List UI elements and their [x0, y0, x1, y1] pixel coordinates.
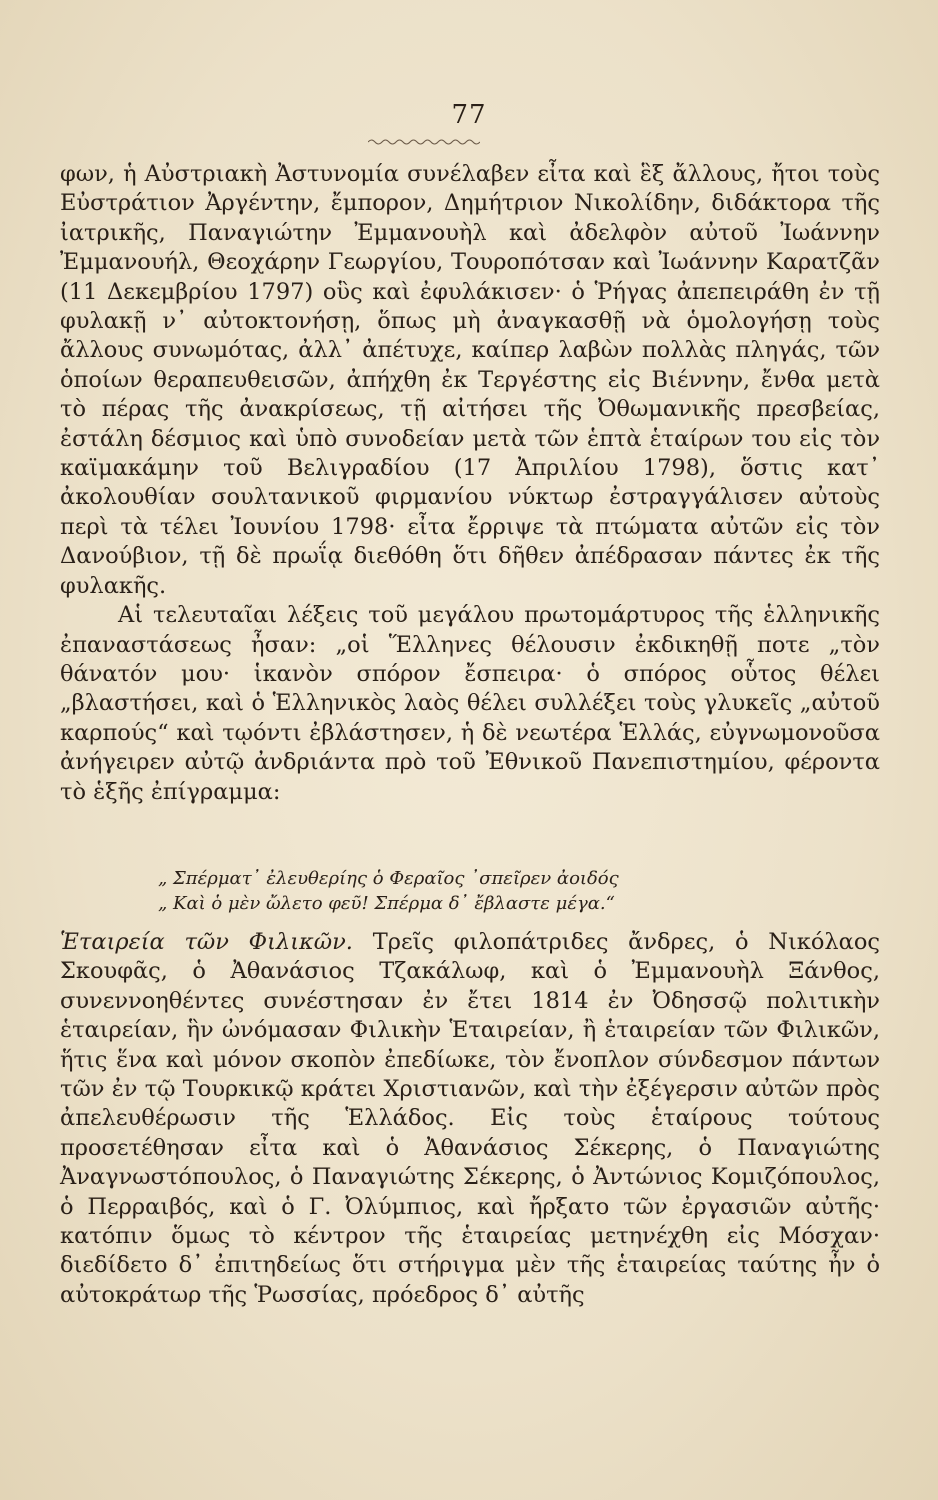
paragraph-2: Αἱ τελευταῖαι λέξεις τοῦ μεγάλου πρωτομάρτυρος τῆς ἑλληνικῆς ἐπαναστάσεως ἦσαν: „οἱ Ἕλληνες θέλουσιν ἐκδικηθῇ ποτε „τὸν θάνατόν μου· ἱκανὸν σπόρον ἔσπειρα· ὁ σπόρος οὗτος θέλει „βλαστήσει, καὶ ὁ Ἑλληνικὸς λαὸς θέλει συλλέξει τοὺς γλυκεῖς „αὐτοῦ καρπούς“ καὶ τῳόντι ἐβλάστησεν, ἡ δὲ νεωτέρα Ἑλλάς, εὐγνωμονοῦσα ἀνήγειρεν αὐτῷ ἀνδριάντα πρὸ τοῦ Ἐθνικοῦ Πανεπιστημίου, φέροντα τὸ ἑξῆς ἐπίγραμμα:	[60, 602, 880, 805]
paragraph-1: φων, ἡ Αὐστριακὴ Ἀστυνομία συνέλαβεν εἶτα καὶ ἓξ ἄλλους, ἤτοι τοὺς Εὐστράτιον Ἀργέντην, ἔμπορον, Δημήτριον Νικολίδην, διδάκτορα τῆς ἰατρικῆς, Παναγιώτην Ἐμμανουὴλ καὶ ἀδελφὸν αὐτοῦ Ἰωάννην Ἐμμανουήλ, Θεοχάρην Γεωργίου, Τουροπότσαν καὶ Ἰωάννην Καρατζᾶν (11 Δεκεμβρίου 1797) οὓς καὶ ἐφυλάκισεν· ὁ Ῥήγας ἀπεπειράθη ἐν τῇ φυλακῇ ν᾿ αὐτοκτονήσῃ, ὅπως μὴ ἀναγκασθῇ νὰ ὁμολογήσῃ τοὺς ἄλλους συνωμότας, ἀλλ᾿ ἀπέτυχε, καίπερ λαβὼν πολλὰς πληγάς, τῶν ὁποίων θεραπευθεισῶν, ἀπήχθη ἐκ Τεργέστης εἰς Βιέννην, ἔνθα μετὰ τὸ πέρας τῆς ἀνακρίσεως, τῇ αἰτήσει τῆς Ὀθωμανικῆς πρεσβείας, ἐστάλη δέσμιος καὶ ὑπὸ συνοδείαν μετὰ τῶν ἑπτὰ ἑταίρων του εἰς τὸν καϊμακάμην τοῦ Βελιγραδίου (17 Ἀπριλίου 1798), ὅστις κατ᾿ ἀκολουθίαν σουλτανικοῦ φιρμανίου νύκτωρ ἐστραγγάλισεν αὐτοὺς περὶ τὰ τέλει Ἰουνίου 1798· εἶτα ἔρριψε τὰ πτώματα αὐτῶν εἰς τὸν Δανούβιον, τῇ δὲ πρωΐᾳ διεθόθη ὅτι δῆθεν ἀπέδρασαν πάντες ἐκ τῆς φυλακῆς.	[60, 161, 880, 599]
section-title: Ἑταιρεία τῶν Φιλικῶν.	[60, 929, 353, 955]
page-number: 77	[451, 100, 487, 130]
section-text: Τρεῖς φιλοπάτριδες ἄνδρες, ὁ Νικόλαος Σκουφᾶς, ὁ Ἀθανάσιος Τζακάλωφ, καὶ ὁ Ἐμμανουὴλ Ξάνθος, συνεννοηθέντες συνέστησαν ἐν ἔτει 1814 ἐν Ὀδησσῷ πολιτικὴν ἑταιρείαν, ἣν ὠνόμασαν Φιλικὴν Ἑταιρείαν, ἢ ἑταιρείαν τῶν Φιλικῶν, ἥτις ἕνα καὶ μόνον σκοπὸν ἐπεδίωκε, τὸν ἔνοπλον σύνδεσμον πάντων τῶν ἐν τῷ Τουρκικῷ κράτει Χριστιανῶν, καὶ τὴν ἐξέγερσιν αὐτῶν πρὸς ἀπελευθέρωσιν τῆς Ἑλλάδος. Εἰς τοὺς ἑταίρους τούτους προσετέθησαν εἶτα καὶ ὁ Ἀθανάσιος Σέκερης, ὁ Παναγιώτης Ἀναγνωστόπουλος, ὁ Παναγιώτης Σέκερης, ὁ Ἀντώνιος Κομιζόπουλος, ὁ Περραιβός, καὶ ὁ Γ. Ὀλύμπιος, καὶ ἤρξατο τῶν ἐργασιῶν αὐτῆς· κατόπιν ὅμως τὸ κέντρον τῆς ἑταιρείας μετηνέχθη εἰς Μόσχαν· διεδίδετο δ᾿ ἐπιτηδείως ὅτι στήριγμα μὲν τῆς ἑταιρείας ταύτης ἦν ὁ αὐτοκράτωρ τῆς Ῥωσσίας, πρόεδρος δ᾿ αὐτῆς	[60, 929, 880, 1308]
wavy-ornament	[368, 138, 480, 146]
epigram	[158, 866, 619, 916]
epigram-line-1: „ Σπέρματ᾿ ἐλευθερίης ὁ Φεραῖος ᾿σπεῖρεν ἀοιδός	[158, 868, 619, 889]
main-text	[60, 160, 880, 807]
section-philiki-etaireia	[60, 928, 880, 1310]
epigram-line-2: „ Καὶ ὁ μὲν ὤλετο φεῦ! Σπέρμα δ᾿ ἔβλαστε μέγα.“	[158, 893, 615, 914]
